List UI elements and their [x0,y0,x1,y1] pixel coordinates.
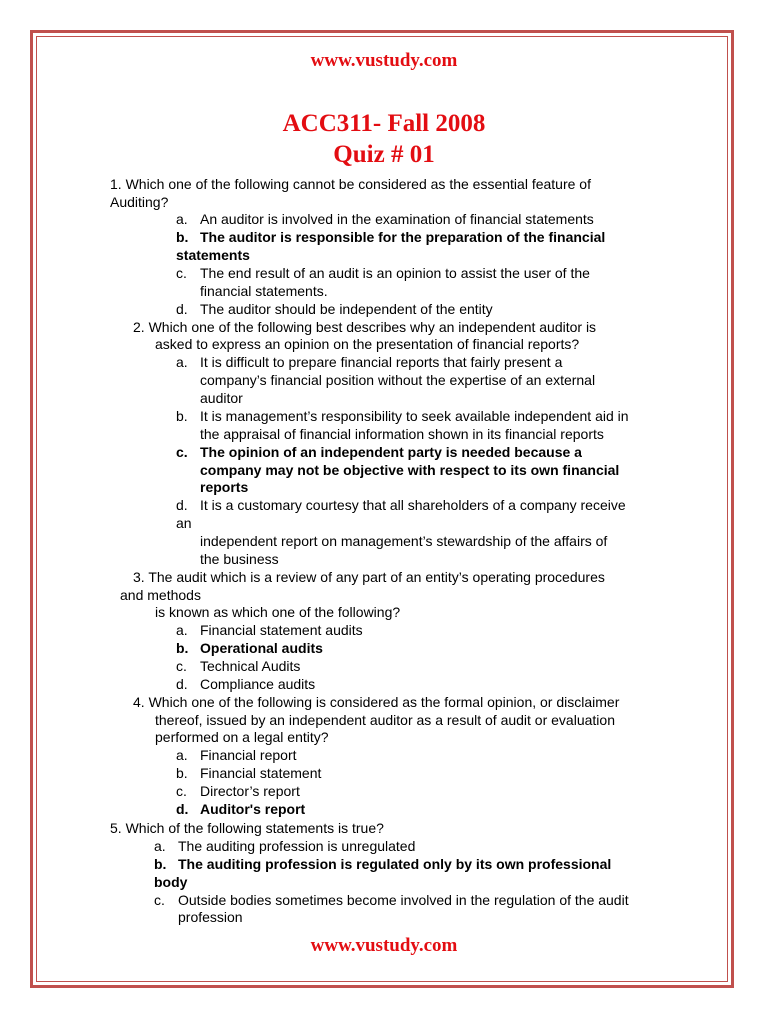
option-label: b. [176,765,188,781]
question-3-option-a [176,621,363,639]
option-label: b. [154,856,167,872]
option-text: The end result of an audit is an opinion to assist the user of the [200,265,590,281]
question-5-option-a [154,837,415,855]
option-text: Financial report [200,747,297,763]
question-3-text: is known as which one of the following? [155,604,401,620]
question-4-option-a [176,746,297,764]
question-2-option-a [176,353,562,371]
question-4-text: thereof, issued by an independent auditor as a result of audit or evaluation [155,712,615,728]
option-label: d. [176,676,188,692]
option-label: c. [176,783,187,799]
question-2-option-c-cont: company may not be objective with respect to its own financial [200,462,620,478]
option-label: d. [176,801,189,817]
header-site-link[interactable]: www.vustudy.com [310,50,458,71]
question-1-option-a [176,210,594,228]
question-1-text: Auditing? [110,194,169,210]
question-5-option-c-cont: profession [178,909,243,925]
question-3-option-d [176,675,315,693]
question-2-option-d [176,496,626,514]
option-label: a. [176,354,188,370]
option-label: c. [154,892,165,908]
option-text: An auditor is involved in the examination of financial statements [200,211,594,227]
option-label: b. [176,408,188,424]
question-4-option-b [176,764,321,782]
question-2-option-c [176,443,582,461]
option-text: Technical Audits [200,658,301,674]
question-1-option-b-cont: statements [176,247,250,263]
question-1-option-c-cont: financial statements. [200,283,328,299]
option-text: Director’s report [200,783,300,799]
option-text: The auditing profession is regulated only by its own professional [178,856,612,872]
question-2-option-c-cont: reports [200,479,249,495]
question-3-option-c [176,657,300,675]
question-3-option-b [176,639,323,657]
option-text: Outside bodies sometimes become involved in the regulation of the audit [178,892,629,908]
question-1-option-c [176,264,590,282]
question-4-text: performed on a legal entity? [155,729,329,745]
question-2-option-a-cont: auditor [200,390,243,406]
question-5-option-c [154,891,629,909]
option-label: c. [176,444,188,460]
quiz-title: Quiz # 01 [333,141,435,168]
question-5-option-b-cont: body [154,874,188,890]
option-label: a. [176,211,188,227]
question-1-option-d [176,300,493,318]
question-2-option-d-cont: independent report on management’s stewardship of the affairs of [200,533,608,549]
option-label: a. [176,622,188,638]
option-label: c. [176,265,187,281]
option-text: Operational audits [200,640,323,656]
question-5-option-b [154,855,611,873]
question-4-option-c [176,782,300,800]
option-label: d. [176,497,188,513]
question-1-text: 1. Which one of the following cannot be considered as the essential feature of [110,176,591,192]
option-text: Financial statement [200,765,322,781]
option-text: Financial statement audits [200,622,363,638]
option-text: The auditor is responsible for the preparation of the financial [200,229,606,245]
question-2-option-b-cont: the appraisal of financial information shown in its financial reports [200,426,604,442]
question-4-option-d [176,800,305,818]
question-1-option-b [176,228,605,246]
option-label: b. [176,640,189,656]
option-label: a. [176,747,188,763]
footer-site-link[interactable]: www.vustudy.com [310,935,458,956]
question-2-option-d-cont: an [176,515,192,531]
course-title: ACC311- Fall 2008 [282,110,486,137]
option-text: It is a customary courtesy that all shareholders of a company receive [200,497,626,513]
option-text: It is management’s responsibility to seek available independent aid in [200,408,629,424]
question-5-text: 5. Which of the following statements is true? [110,820,384,836]
option-label: b. [176,229,189,245]
question-3-text: 3. The audit which is a review of any part of an entity’s operating procedures [133,569,605,585]
question-2-option-a-cont: company’s financial position without the expertise of an external [200,372,596,388]
option-text: Compliance audits [200,676,316,692]
option-text: The opinion of an independent party is needed because a [200,444,582,460]
question-2-text: asked to express an opinion on the presentation of financial reports? [155,336,580,352]
option-label: c. [176,658,187,674]
option-label: a. [154,838,166,854]
option-label: d. [176,301,188,317]
option-text: It is difficult to prepare financial reports that fairly present a [200,354,563,370]
option-text: The auditor should be independent of the entity [200,301,493,317]
question-4-text: 4. Which one of the following is considered as the formal opinion, or disclaimer [133,694,620,710]
question-2-text: 2. Which one of the following best describes why an independent auditor is [133,319,597,335]
option-text: The auditing profession is unregulated [178,838,416,854]
question-2-option-b [176,407,629,425]
question-2-option-d-cont: the business [200,551,279,567]
question-3-text: and methods [120,587,201,603]
option-text: Auditor's report [200,801,306,817]
